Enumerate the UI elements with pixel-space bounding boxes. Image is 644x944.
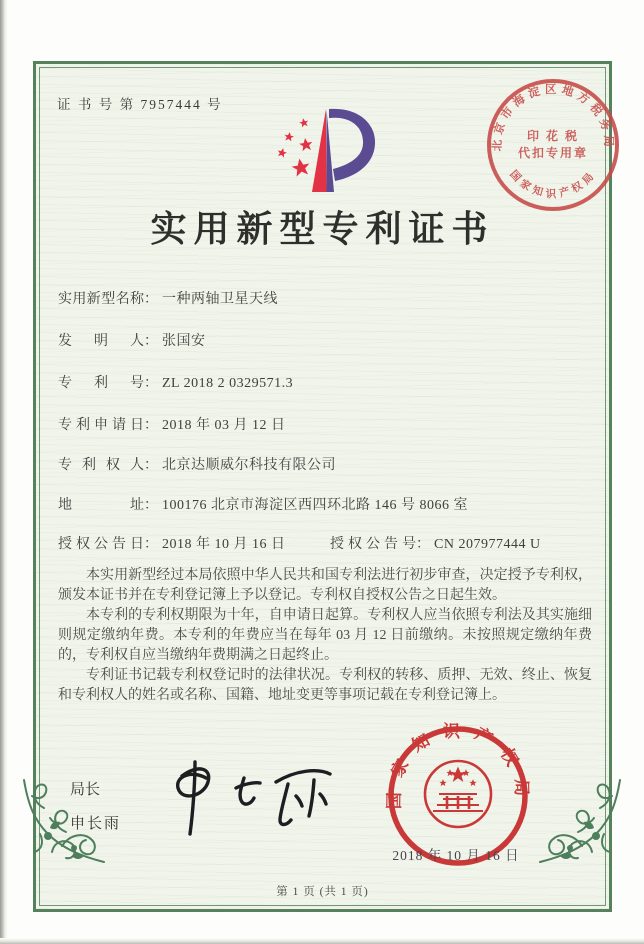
legal-body-text: [58, 566, 592, 706]
field-patent-number: [58, 372, 293, 392]
field-grant-publication-number: [330, 533, 541, 553]
field-value: ZL 2018 2 0329571.3: [162, 376, 294, 391]
field-label: 专利权人: [58, 458, 144, 473]
field-utility-model-name: [58, 288, 278, 308]
field-colon: ：: [144, 376, 158, 391]
field-label: 授权公告日: [58, 537, 144, 552]
commissioner-block: [70, 778, 121, 833]
field-colon: ：: [144, 292, 158, 307]
field-colon: ：: [144, 498, 158, 513]
signature-handwriting: [148, 756, 343, 844]
field-filing-date: [58, 414, 286, 434]
svg-text:国家知识产权局: [507, 168, 599, 200]
tax-stamp-center-line2: 代扣专用章: [517, 146, 589, 160]
page-number-footer: 第 1 页 (共 1 页): [276, 886, 369, 898]
field-value: 一种两轴卫星天线: [162, 292, 278, 307]
field-value: 张国安: [162, 334, 206, 349]
field-address: [58, 494, 468, 514]
field-label: 地址: [58, 498, 144, 513]
tax-stamp-ring-top-text: 北京市海淀区地方税务局: [491, 83, 615, 152]
certificate-title: 实用新型专利证书: [150, 209, 495, 249]
field-patentee: [58, 454, 336, 474]
field-inventor: [58, 330, 206, 350]
field-value: 2018 年 10 月 16 日: [162, 537, 286, 552]
field-label: 专利号: [58, 376, 144, 391]
scan-page-edge: [0, 0, 8, 944]
tax-withholding-stamp: [485, 77, 621, 213]
field-label: 实用新型名称: [58, 292, 144, 307]
field-colon: ：: [144, 537, 158, 552]
field-value: 北京达顺威尔科技有限公司: [162, 458, 336, 473]
field-grant-date: [58, 533, 541, 553]
scan-page-edge-bottom: [0, 938, 644, 944]
field-colon: ：: [144, 334, 158, 349]
tax-stamp-center-line1: 印 花 税: [526, 129, 580, 143]
field-colon: ：: [416, 537, 430, 552]
tax-stamp-ring-bottom-text: 国家知识产权局: [507, 168, 599, 200]
cnipa-logo: [243, 106, 418, 198]
field-value: 2018 年 03 月 12 日: [162, 418, 286, 433]
commissioner-name: 申长雨: [70, 816, 122, 832]
field-value: 100176 北京市海淀区西四环北路 146 号 8066 室: [162, 498, 468, 513]
field-label: 授权公告号: [330, 537, 416, 552]
legal-paragraph-1: 本实用新型经过本局依照中华人民共和国专利法进行初步审查，决定授予专利权，颁发本证书并在专利登记簿上予以登记。专利权自授权公告之日起生效。: [58, 568, 592, 603]
seal-date: 2018 年 10 月 16 日: [392, 848, 520, 863]
field-value: CN 207977444 U: [434, 537, 541, 552]
field-label: 专利申请日: [58, 418, 144, 433]
field-colon: ：: [144, 418, 158, 433]
commissioner-title: 局长: [70, 782, 101, 798]
legal-paragraph-2: 本专利的专利权期限为十年，自申请日起算。专利权人应当依照专利法及其实施细则规定缴纳年费。本专利的年费应当在每年 03 月 12 日前缴纳。未按照规定缴纳年费的，专利权自应当缴纳年费期满之日起终止。: [58, 608, 592, 663]
legal-paragraph-3: 专利证书记载专利权登记时的法律状况。专利权的转移、质押、无效、终止、恢复和专利权人的姓名或名称、国籍、地址变更等事项记载在专利登记簿上。: [58, 668, 592, 703]
field-colon: ：: [144, 458, 158, 473]
floral-corner-ornament: [530, 774, 626, 870]
certificate-number: 证 书 号 第 7957444 号: [57, 97, 223, 112]
seal-ring-text: 国家知识产权局: [384, 722, 532, 810]
field-label: 发明人: [58, 334, 144, 349]
